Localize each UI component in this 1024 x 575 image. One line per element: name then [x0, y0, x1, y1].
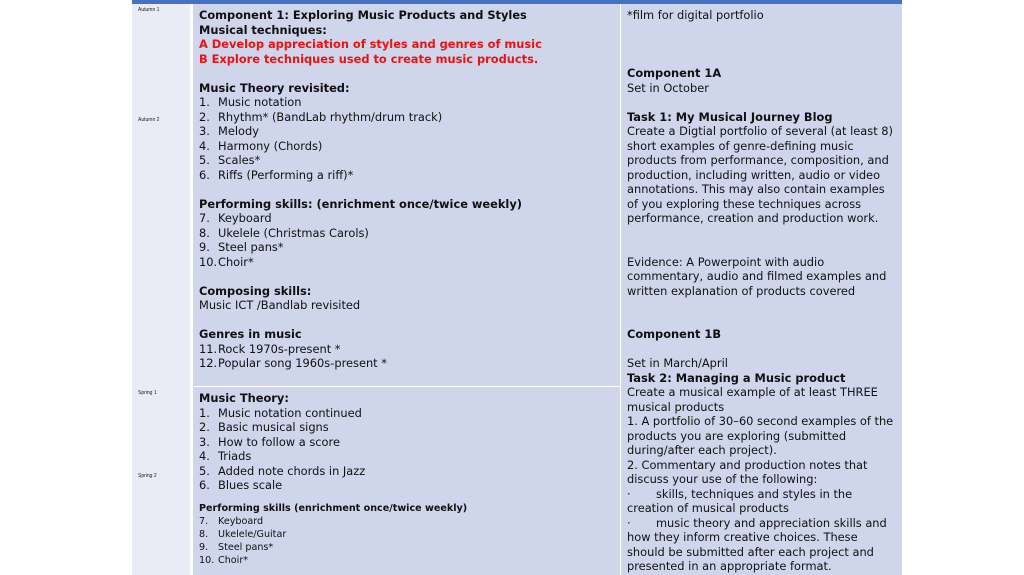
evidence-text: Evidence: A Powerpoint with audio commentary, audio and filmed examples and written explanation of products covered — [627, 254, 887, 298]
composing-text: Music ICT /Bandlab revisited — [199, 298, 361, 312]
theory-heading: Music Theory revisited: — [199, 80, 350, 95]
list-item: 10. Choir* — [199, 554, 249, 566]
theory-list — [199, 95, 614, 182]
list-item: 3. Melody — [199, 124, 259, 138]
techniques-heading: Musical techniques: — [199, 22, 327, 37]
list-item: 9. Steel pans* — [199, 541, 274, 553]
list-item: 2. Rhythm* (BandLab rhythm/drum track) — [199, 109, 443, 124]
list-item: 5. Added note chords in Jazz — [199, 463, 366, 478]
task-1-text: Create a Digtial portfolio of several (at least 8) short examples of genre-defining music products from performance, composition, and production, including written, audio or video annotations. This may also contain examples of you exploring these techniques across performance, creation and production work. — [627, 124, 893, 225]
list-item: 12.Popular song 1960s-present * — [199, 356, 387, 370]
spring-content-cell — [193, 387, 620, 575]
list-item: 8. Ukelele (Christmas Carols) — [199, 225, 369, 240]
genres-heading: Genres in music — [199, 327, 302, 341]
task-2-heading: Task 2: Managing a Music product — [627, 370, 846, 385]
list-item: 9. Steel pans* — [199, 240, 284, 254]
composing-heading: Composing skills: — [199, 283, 312, 298]
spring-theory-list — [199, 406, 614, 493]
bullet-1: · skills, techniques and styles in the creation of musical products — [627, 486, 856, 515]
term-autumn-2: Autumn 2 — [132, 114, 191, 387]
spring-performing-block — [199, 502, 614, 567]
spring-performing-heading: Performing skills (enrichment once/twice weekly) — [199, 502, 468, 514]
component-1b-set: Set in March/April — [627, 356, 728, 370]
spring-theory-heading: Music Theory: — [199, 391, 289, 405]
list-item: 7. Keyboard — [199, 515, 264, 527]
term-autumn-1: Autumn 1 — [132, 4, 191, 114]
term-spring-1: Spring 1 — [132, 387, 191, 470]
list-item: 8. Ukelele/Guitar — [199, 528, 287, 540]
autumn-content-cell — [193, 4, 620, 386]
component-1a-set: Set in October — [627, 80, 709, 95]
list-item: 11.Rock 1970s-present * — [199, 341, 341, 356]
bullet-2: · music theory and appreciation skills and how they inform creative choices. These should be submitted after each project and presented in an appropriate format. — [627, 515, 891, 573]
list-item: 1. Music notation continued — [199, 405, 362, 420]
performing-list — [199, 211, 614, 269]
point-2: 2. Commentary and production notes that discuss your use of the following: — [627, 457, 868, 486]
aim-b: B Explore techniques used to create music products. — [199, 51, 539, 66]
list-item: 3. How to follow a score — [199, 434, 340, 449]
list-item: 5. Scales* — [199, 153, 261, 167]
task-1-heading: Task 1: My Musical Journey Blog — [627, 109, 833, 124]
aim-a: A Develop appreciation of styles and genres of music — [199, 37, 542, 51]
component-1a-heading: Component 1A — [627, 66, 722, 80]
list-item: 6. Blues scale — [199, 478, 283, 492]
point-1: 1. A portfolio of 30–60 second examples of the products you are exploring (submitted during/after each project). — [627, 414, 894, 457]
list-item: 2. Basic musical signs — [199, 420, 329, 434]
list-item: 4. Harmony (Chords) — [199, 138, 323, 153]
list-item: 10.Choir* — [199, 254, 254, 269]
list-item: 6. Riffs (Performing a riff)* — [199, 167, 354, 182]
performing-heading: Performing skills: (enrichment once/twice weekly) — [199, 196, 522, 211]
assessment-cell — [621, 4, 902, 575]
term-spring-2: Spring 2 — [132, 470, 191, 575]
list-item: 4. Triads — [199, 449, 252, 463]
film-note: *film for digital portfolio — [627, 8, 764, 22]
genres-list — [199, 342, 614, 371]
list-item: 1. Music notation — [199, 95, 302, 109]
component-1b-heading: Component 1B — [627, 327, 721, 341]
scheme-of-work-table — [132, 0, 902, 575]
task-2-text: Create a musical example of at least THREE musical products — [627, 385, 878, 414]
term-column — [132, 4, 192, 575]
list-item: 7. Keyboard — [199, 211, 272, 225]
component-title: Component 1: Exploring Music Products and Styles — [199, 8, 527, 22]
